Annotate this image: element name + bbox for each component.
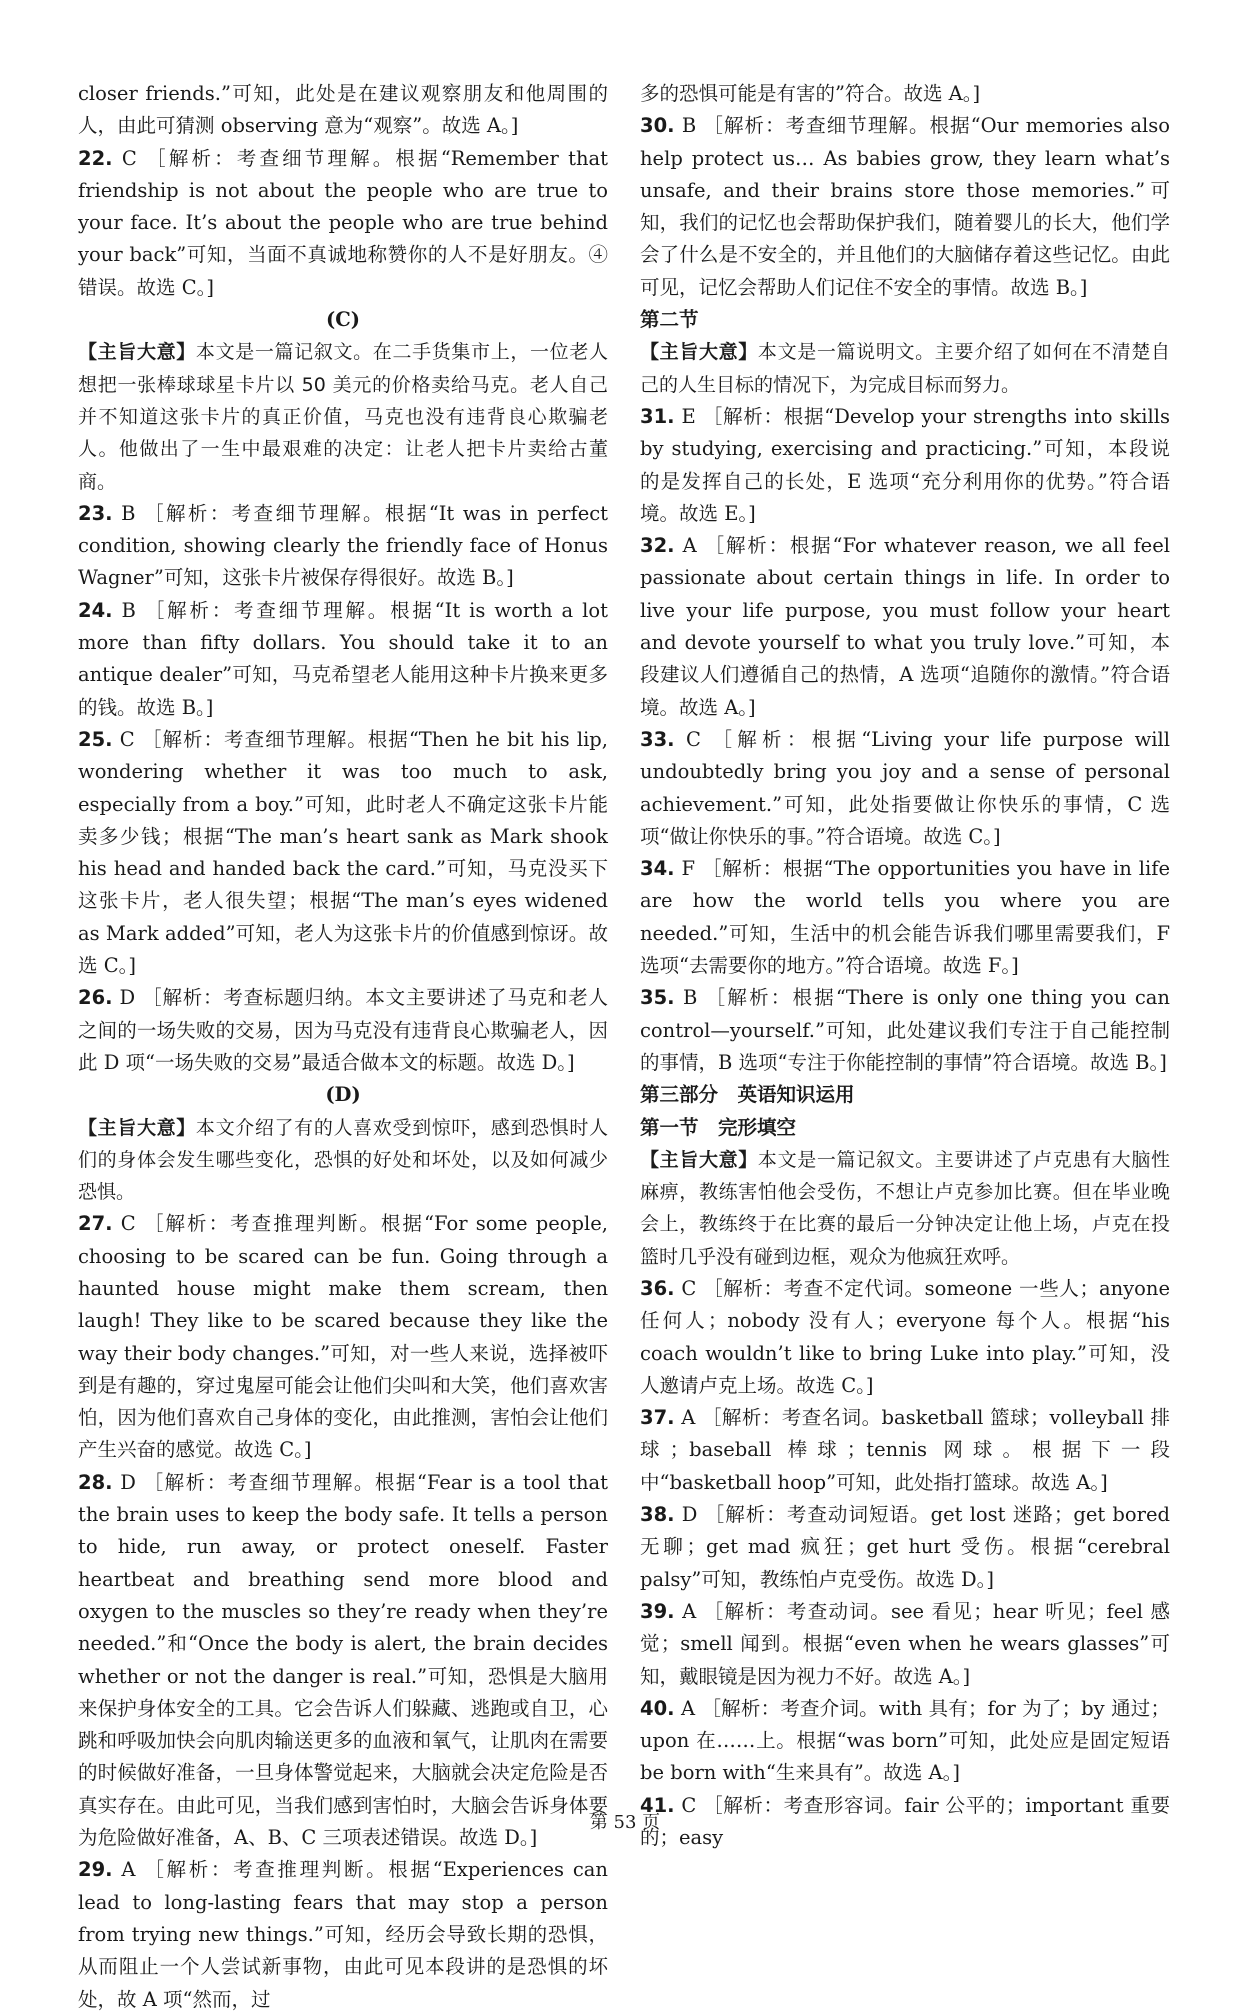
summary-paragraph (640, 336, 1170, 401)
question-number: 22. (78, 146, 113, 170)
question-number: 27. (78, 1212, 113, 1236)
answer-item (640, 530, 1170, 724)
answer-item (640, 853, 1170, 982)
question-number: 28. (78, 1470, 113, 1494)
summary-tag: 【主旨大意】 (78, 1116, 196, 1139)
answer-item (78, 498, 608, 595)
answer-text: B ［解析：考查细节理解。根据“It was in perfect condition, showing clearly the friendly face of Honus Wagner”可知，这张卡片被保存得很好。故选 B。] (78, 501, 608, 590)
question-number: 33. (640, 727, 675, 751)
question-number: 29. (78, 1858, 113, 1882)
question-number: 25. (78, 727, 113, 751)
summary-paragraph (78, 1112, 608, 1209)
answer-item (78, 143, 608, 304)
answer-text: B ［解析：考查细节理解。根据“Our memories also help protect us… As babies grow, they learn what’s unsafe, and their brains store those memories.”可知，我们的记忆也会帮助保护我们，随着婴儿的长大，他们学会了什么是不安全的，并且他们的大脑储存着这些记忆。由此可见，记忆会帮助人们记住不安全的事情。故选 B。] (640, 114, 1170, 299)
left-column (78, 78, 608, 2016)
question-number: 31. (640, 404, 675, 428)
answer-item (78, 1467, 608, 1855)
answer-text: C ［解析：考查细节理解。根据“Remember that friendship is not about the people who are true to your face. It’s about the people who are true behind your back”可知，当面不真诚地称赞你的人不是好朋友。④错误。故选 C。] (78, 146, 608, 299)
question-number: 38. (640, 1503, 675, 1527)
answer-item (640, 1402, 1170, 1499)
question-number: 41. (640, 1793, 675, 1817)
answer-item (640, 110, 1170, 304)
summary-tag: 【主旨大意】 (640, 341, 758, 364)
answer-item (78, 982, 608, 1079)
question-number: 39. (640, 1599, 675, 1623)
section-heading: 第三部分 英语知识运用 (640, 1083, 855, 1107)
question-number: 40. (640, 1696, 675, 1720)
summary-paragraph (78, 336, 608, 497)
summary-text: 本文是一篇记叙文。主要讲述了卢克患有大脑性麻痹，教练害怕他会受伤，不想让卢克参加比赛。但在毕业晚会上，教练终于在比赛的最后一分钟决定让他上场，卢克在投篮时几乎没有碰到边框，观众为他疯狂欢呼。 (640, 1148, 1170, 1268)
answer-item (640, 1693, 1170, 1790)
answer-text: E ［解析：根据“Develop your strengths into skills by studying, exercising and practicing.”可知，本段说的是发挥自己的长处，E 选项“充分利用你的优势。”符合语境。故选 E。] (640, 404, 1170, 525)
question-number: 34. (640, 857, 675, 881)
page-number: 第 53 页 (589, 1812, 661, 1833)
question-number: 23. (78, 501, 113, 525)
answer-text: C ［解析：根据“Living your life purpose will undoubtedly bring you joy and a sense of personal achievement.”可知，此处指要做让你快乐的事情，C 选项“做让你快乐的事。”符合语境。故选 C。] (640, 727, 1171, 848)
answer-item (78, 1854, 608, 2015)
summary-tag: 【主旨大意】 (78, 341, 196, 364)
answer-item (640, 401, 1170, 530)
summary-tag: 【主旨大意】 (640, 1148, 758, 1171)
answer-text: F ［解析：根据“The opportunities you have in life are how the world tells you where you are needed.”可知，生活中的机会能告诉我们哪里需要我们，F 选项“去需要你的地方。”符合语境。故选 F。] (640, 857, 1170, 978)
answer-text: A ［解析：考查动词。see 看见；hear 听见；feel 感觉；smell 闻到。根据“even when he wears glasses”可知，戴眼镜是因为视力不好。故选 A。] (640, 1599, 1170, 1688)
summary-text: 本文介绍了有的人喜欢受到惊吓，感到恐惧时人们的身体会发生哪些变化，恐惧的好处和坏处，以及如何减少恐惧。 (78, 1116, 608, 1204)
section-marker: (D) (325, 1083, 361, 1107)
answer-item (78, 595, 608, 724)
summary-text: 本文是一篇记叙文。在二手货集市上，一位老人想把一张棒球球星卡片以 50 美元的价格卖给马克。老人自己并不知道这张卡片的真正价值，马克也没有违背良心欺骗老人。他做出了一生中最艰难的决定：让老人把卡片卖给古董商。 (78, 341, 608, 493)
answer-item (78, 724, 608, 982)
answer-text: B ［解析：考查细节理解。根据“It is worth a lot more than fifty dollars. You should take it to an antique dealer”可知，马克希望老人能用这种卡片换来更多的钱。故选 B。] (78, 598, 608, 719)
answer-text: B ［解析：根据“There is only one thing you can control—yourself.”可知，此处建议我们专注于自己能控制的事情，B 选项“专注于你能控制的事情”符合语境。故选 B。] (640, 986, 1170, 1074)
answer-text: C ［解析：考查推理判断。根据“For some people, choosing to be scared can be fun. Going through a haunted house might make them scream, then laugh! They like to be scared because they like the way their body changes.”可知，对一些人来说，选择被吓到是有趣的，穿过鬼屋可能会让他们尖叫和大笑，他们喜欢害怕，因为他们喜欢自己身体的变化，由此推测，害怕会让他们产生兴奋的感觉。故选 C。] (78, 1212, 608, 1462)
question-number: 36. (640, 1276, 675, 1300)
answer-text: C ［解析：考查不定代词。someone 一些人；anyone 任何人；nobody 没有人；everyone 每个人。根据“his coach wouldn’t like to bring Luke into play.”可知，没人邀请卢克上场。故选 C。] (640, 1276, 1170, 1397)
question-number: 26. (78, 986, 113, 1010)
question-number: 32. (640, 534, 675, 558)
answer-item (640, 982, 1170, 1079)
question-number: 37. (640, 1406, 675, 1430)
question-number: 35. (640, 986, 675, 1010)
right-column (640, 78, 1170, 1854)
answer-text: A ［解析：考查名词。basketball 篮球；volleyball 排球；baseball 棒球；tennis 网球。根据下一段中“basketball hoop”可知，此处指打篮球。故选 A。] (640, 1406, 1170, 1494)
section-heading: 第一节 完形填空 (640, 1115, 797, 1139)
question-number: 30. (640, 114, 675, 138)
answer-item (640, 1273, 1170, 1402)
answer-item (640, 1596, 1170, 1693)
answer-text: D ［解析：考查标题归纳。本文主要讲述了马克和老人之间的一场失败的交易，因为马克没有违背良心欺骗老人，因此 D 项“一场失败的交易”最适合做本文的标题。故选 D。] (78, 986, 608, 1074)
section-marker: (C) (326, 308, 360, 332)
answer-text: C ［解析：考查细节理解。根据“Then he bit his lip, wondering whether it was too much to ask, especially from a boy.”可知，此时老人不确定这张卡片能卖多少钱；根据“The man’s heart sank as Mark shook his head and handed back the card.”可知，马克没买下这张卡片，老人很失望；根据“The man’s eyes widened as Mark added”可知，老人为这张卡片的价值感到惊讶。故选 C。] (78, 727, 608, 978)
answer-text: C ［解析：考查形容词。fair 公平的；important 重要的；easy (640, 1793, 1171, 1850)
summary-text: 本文是一篇说明文。主要介绍了如何在不清楚自己的人生目标的情况下，为完成目标而努力。 (640, 341, 1170, 396)
continued-paragraph: 多的恐惧可能是有害的”符合。故选 A。] (640, 82, 981, 105)
answer-text: A ［解析：考查推理判断。根据“Experiences can lead to long-lasting fears that may stop a person from trying new things.”可知，经历会导致长期的恐惧，从而阻止一个人尝试新事物，由此可见本段讲的是恐惧的坏处，故 A 项“然而，过 (78, 1858, 608, 2011)
answer-text: D ［解析：考查细节理解。根据“Fear is a tool that the brain uses to keep the body safe. It tells a person to hide, run away, or protect oneself. Faster heartbeat and breathing send more blood and oxygen to the muscles so they’re ready when they’re needed.”和“Once the body is alert, the brain decides whether or not the danger is real.”可知，恐惧是大脑用来保护身体安全的工具。它会告诉人们躲藏、逃跑或自卫，心跳和呼吸加快会向肌肉输送更多的血液和氧气，让肌肉在需要的时候做好准备，一旦身体警觉起来，大脑就会决定危险是否真实存在。由此可见，当我们感到害怕时，大脑会告诉身体要为危险做好准备，A、B、C 三项表述错误。故选 D。] (78, 1470, 609, 1850)
section-heading: 第二节 (640, 308, 699, 332)
answer-text: A ［解析：根据“For whatever reason, we all feel passionate about certain things in life. In order to live your life purpose, you must follow your heart and devote yourself to what you truly love.”可知，本段建议人们遵循自己的热情，A 选项“追随你的激情。”符合语境。故选 A。] (640, 534, 1170, 719)
answer-text: A ［解析：考查介词。with 具有；for 为了；by 通过；upon 在……上。根据“was born”可知，此处应是固定短语 be born with“生来具有”。故选 A。] (640, 1696, 1170, 1785)
continued-paragraph: closer friends.”可知，此处是在建议观察朋友和他周围的人，由此可猜测 observing 意为“观察”。故选 A。] (78, 82, 608, 138)
answer-item (640, 1499, 1170, 1596)
answer-item (78, 1208, 608, 1466)
answer-item (640, 724, 1170, 853)
answer-text: D ［解析：考查动词短语。get lost 迷路；get bored 无聊；get mad 疯狂；get hurt 受伤。根据“cerebral palsy”可知，教练怕卢克受伤。故选 D。] (640, 1503, 1170, 1591)
question-number: 24. (78, 598, 113, 622)
summary-paragraph (640, 1144, 1170, 1273)
